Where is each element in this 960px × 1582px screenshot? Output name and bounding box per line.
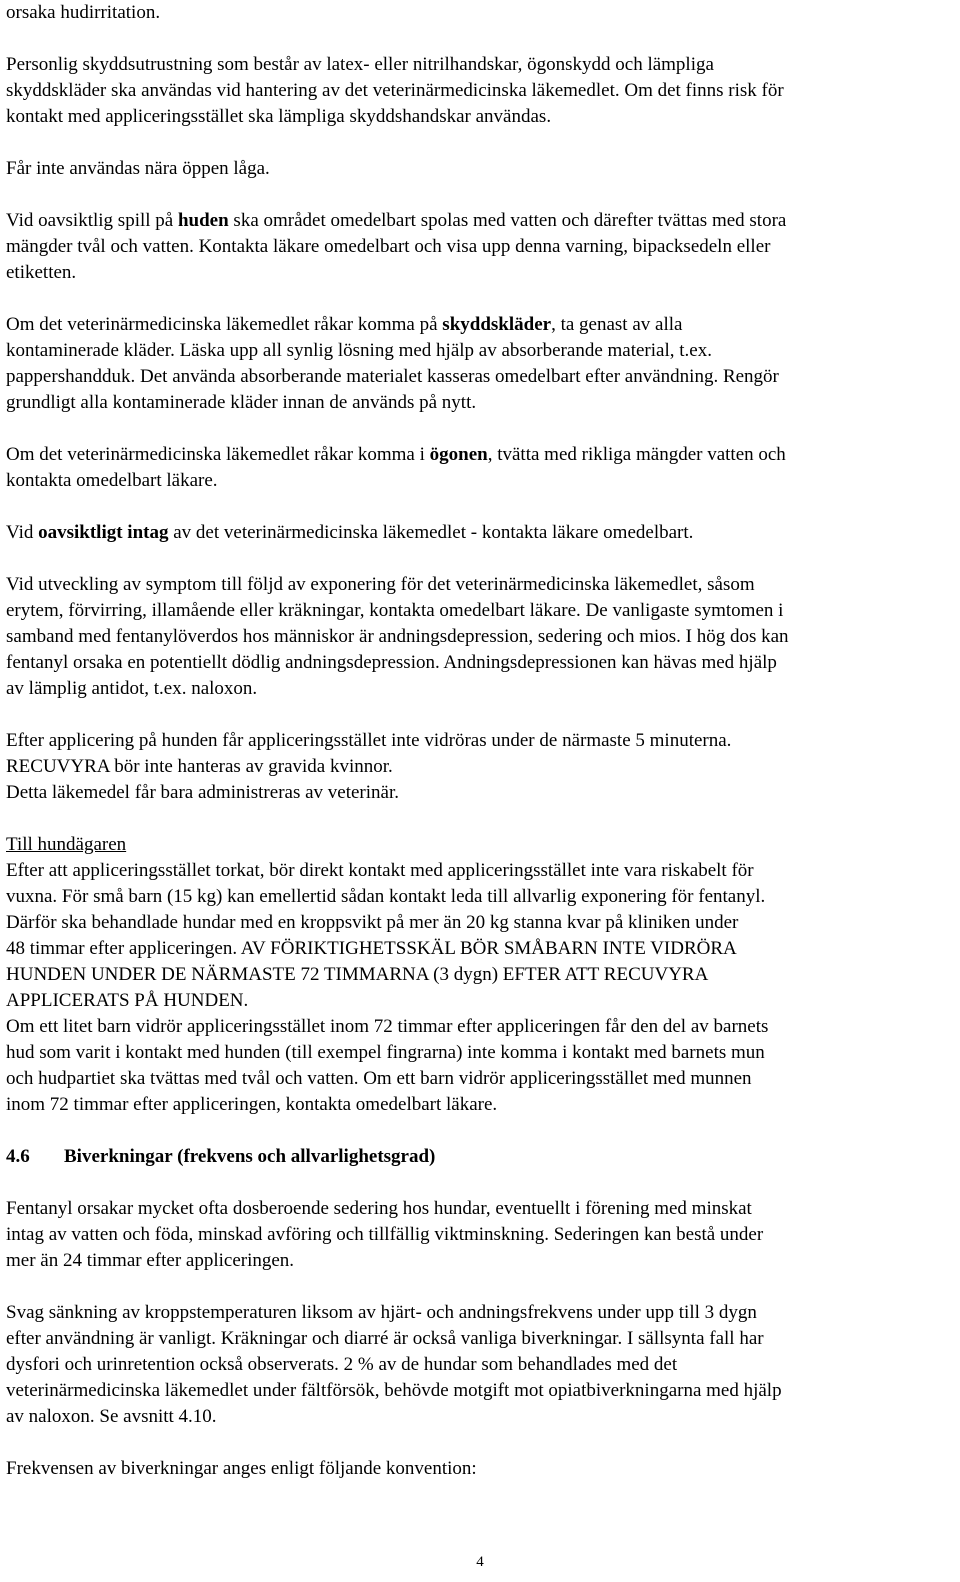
paragraph-clothing-contact: Om det veterinärmedicinska läkemedlet råkar komma på skyddskläder, ta genast av alla kontaminerade kläder. Läska upp all synlig lösning med hjälp av absorberande material, t.ex. pappershandduk. Det använda absorberande materialet kasseras omedelbart efter användning. Rengör grundligt alla kontaminerade kläder innan de används på nytt. [6,314,779,413]
paragraph-frequency-convention: Frekvensen av biverkningar anges enligt följande konvention: [6,1458,477,1479]
bold-term-skin: huden [177,210,229,231]
paragraph-sedation: Fentanyl orsakar mycket ofta dosberoende sedering hos hundar, eventuellt i förening med minskat intag av vatten och föda, minskad avföring och tillfällig viktminskning. Sederingen kan bestå under mer än 24 timmar efter appliceringen. [6,1198,764,1271]
paragraph-protective-equipment: Personlig skyddsutrustning som består av latex- eller nitrilhandskar, ögonskydd och lämpliga skyddskläder ska användas vid hantering av det veterinärmedicinska läkemedlet. Om det finns risk för kontakt med appliceringsstället ska lämpliga skyddshandskar användas. [6,54,784,127]
owner-heading: Till hundägaren [6,834,127,855]
section-number: 4.6 [6,1146,30,1167]
section-heading [6,1144,956,1170]
page-number: 4 [476,1554,484,1570]
bold-term-ingestion: oavsiktligt intag [38,522,169,543]
paragraph-symptoms: Vid utveckling av symptom till följd av exponering för det veterinärmedicinska läkemedlet, såsom erytem, förvirring, illamående eller kräkningar, kontakta omedelbart läkare. De vanligaste symtomen i samband med fentanylöverdos hos människor är andningsdepression, sedering och mios. I hög dos kan fentanyl orsaka en potentiellt dödlig andningsdepression. Andningsdepressionen kan hävas med hjälp av lämplig antidot, t.ex. naloxon. [6,574,789,699]
paragraph-skin-spill: Vid oavsiktlig spill på huden ska området omedelbart spolas med vatten och därefter tvättas med stora mängder tvål och vatten. Kontakta läkare omedelbart och visa upp denna varning, bipacksedeln eller etiketten. [6,210,787,283]
section-title: Biverkningar (frekvens och allvarlighetsgrad) [64,1146,436,1167]
paragraph-common-effects: Svag sänkning av kroppstemperaturen liksom av hjärt- och andningsfrekvens under upp till 3 dygn efter användning är vanligt. Kräkningar och diarré är också vanliga biverkningar. I sällsynta fall har dysfori och urinretention också observerats. 2 % av de hundar som behandlades med det veterinärmedicinska läkemedlet under fältförsök, behövde motgift mot opiatbiverkningarna med hjälp av naloxon. Se avsnitt 4.10. [6,1302,782,1427]
bold-term-eyes: ögonen [429,444,488,465]
paragraph-eye-contact: Om det veterinärmedicinska läkemedlet råkar komma i ögonen, tvätta med rikliga mängder vatten och kontakta omedelbart läkare. [6,444,786,491]
bold-term-clothing: skyddskläder [442,314,552,335]
paragraph-ingestion: Vid oavsiktligt intag av det veterinärmedicinska läkemedlet - kontakta läkare omedelbart. [6,522,694,543]
paragraph-open-flame: Får inte användas nära öppen låga. [6,158,270,179]
paragraph-application-handling: Efter applicering på hunden får appliceringsstället inte vidröras under de närmaste 5 minuterna. RECUVYRA bör inte hanteras av gravida kvinnor. Detta läkemedel får bara administreras av veterinär. [6,730,732,803]
paragraph-skin-irritation: orsaka hudirritation. [6,2,161,23]
document-page [6,0,956,1482]
paragraph-owner-instructions: Efter att appliceringsstället torkat, bör direkt kontakt med appliceringsstället inte vara riskabelt för vuxna. För små barn (15 kg) kan emellertid sådan kontakt leda till allvarlig exponering för fentanyl. Därför ska behandlade hundar med en kroppsvikt på mer än 20 kg stanna kvar på kliniken under 48 timmar efter appliceringen. AV FÖRIKTIGHETSSKÄL BÖR SMÅBARN INTE VIDRÖRA HUNDEN UNDER DE NÄRMASTE 72 TIMMARNA (3 dygn) EFTER ATT RECUVYRA APPLICERATS PÅ HUNDEN. Om ett litet barn vidrör appliceringsstället inom 72 timmar efter appliceringen får den del av barnets hud som varit i kontakt med hunden (till exempel fingrarna) inte komma i kontakt med barnets mun och hudpartiet ska tvättas med tvål och vatten. Om ett barn vidrör appliceringsstället med munnen inom 72 timmar efter appliceringen, kontakta omedelbart läkare. [6,860,769,1115]
